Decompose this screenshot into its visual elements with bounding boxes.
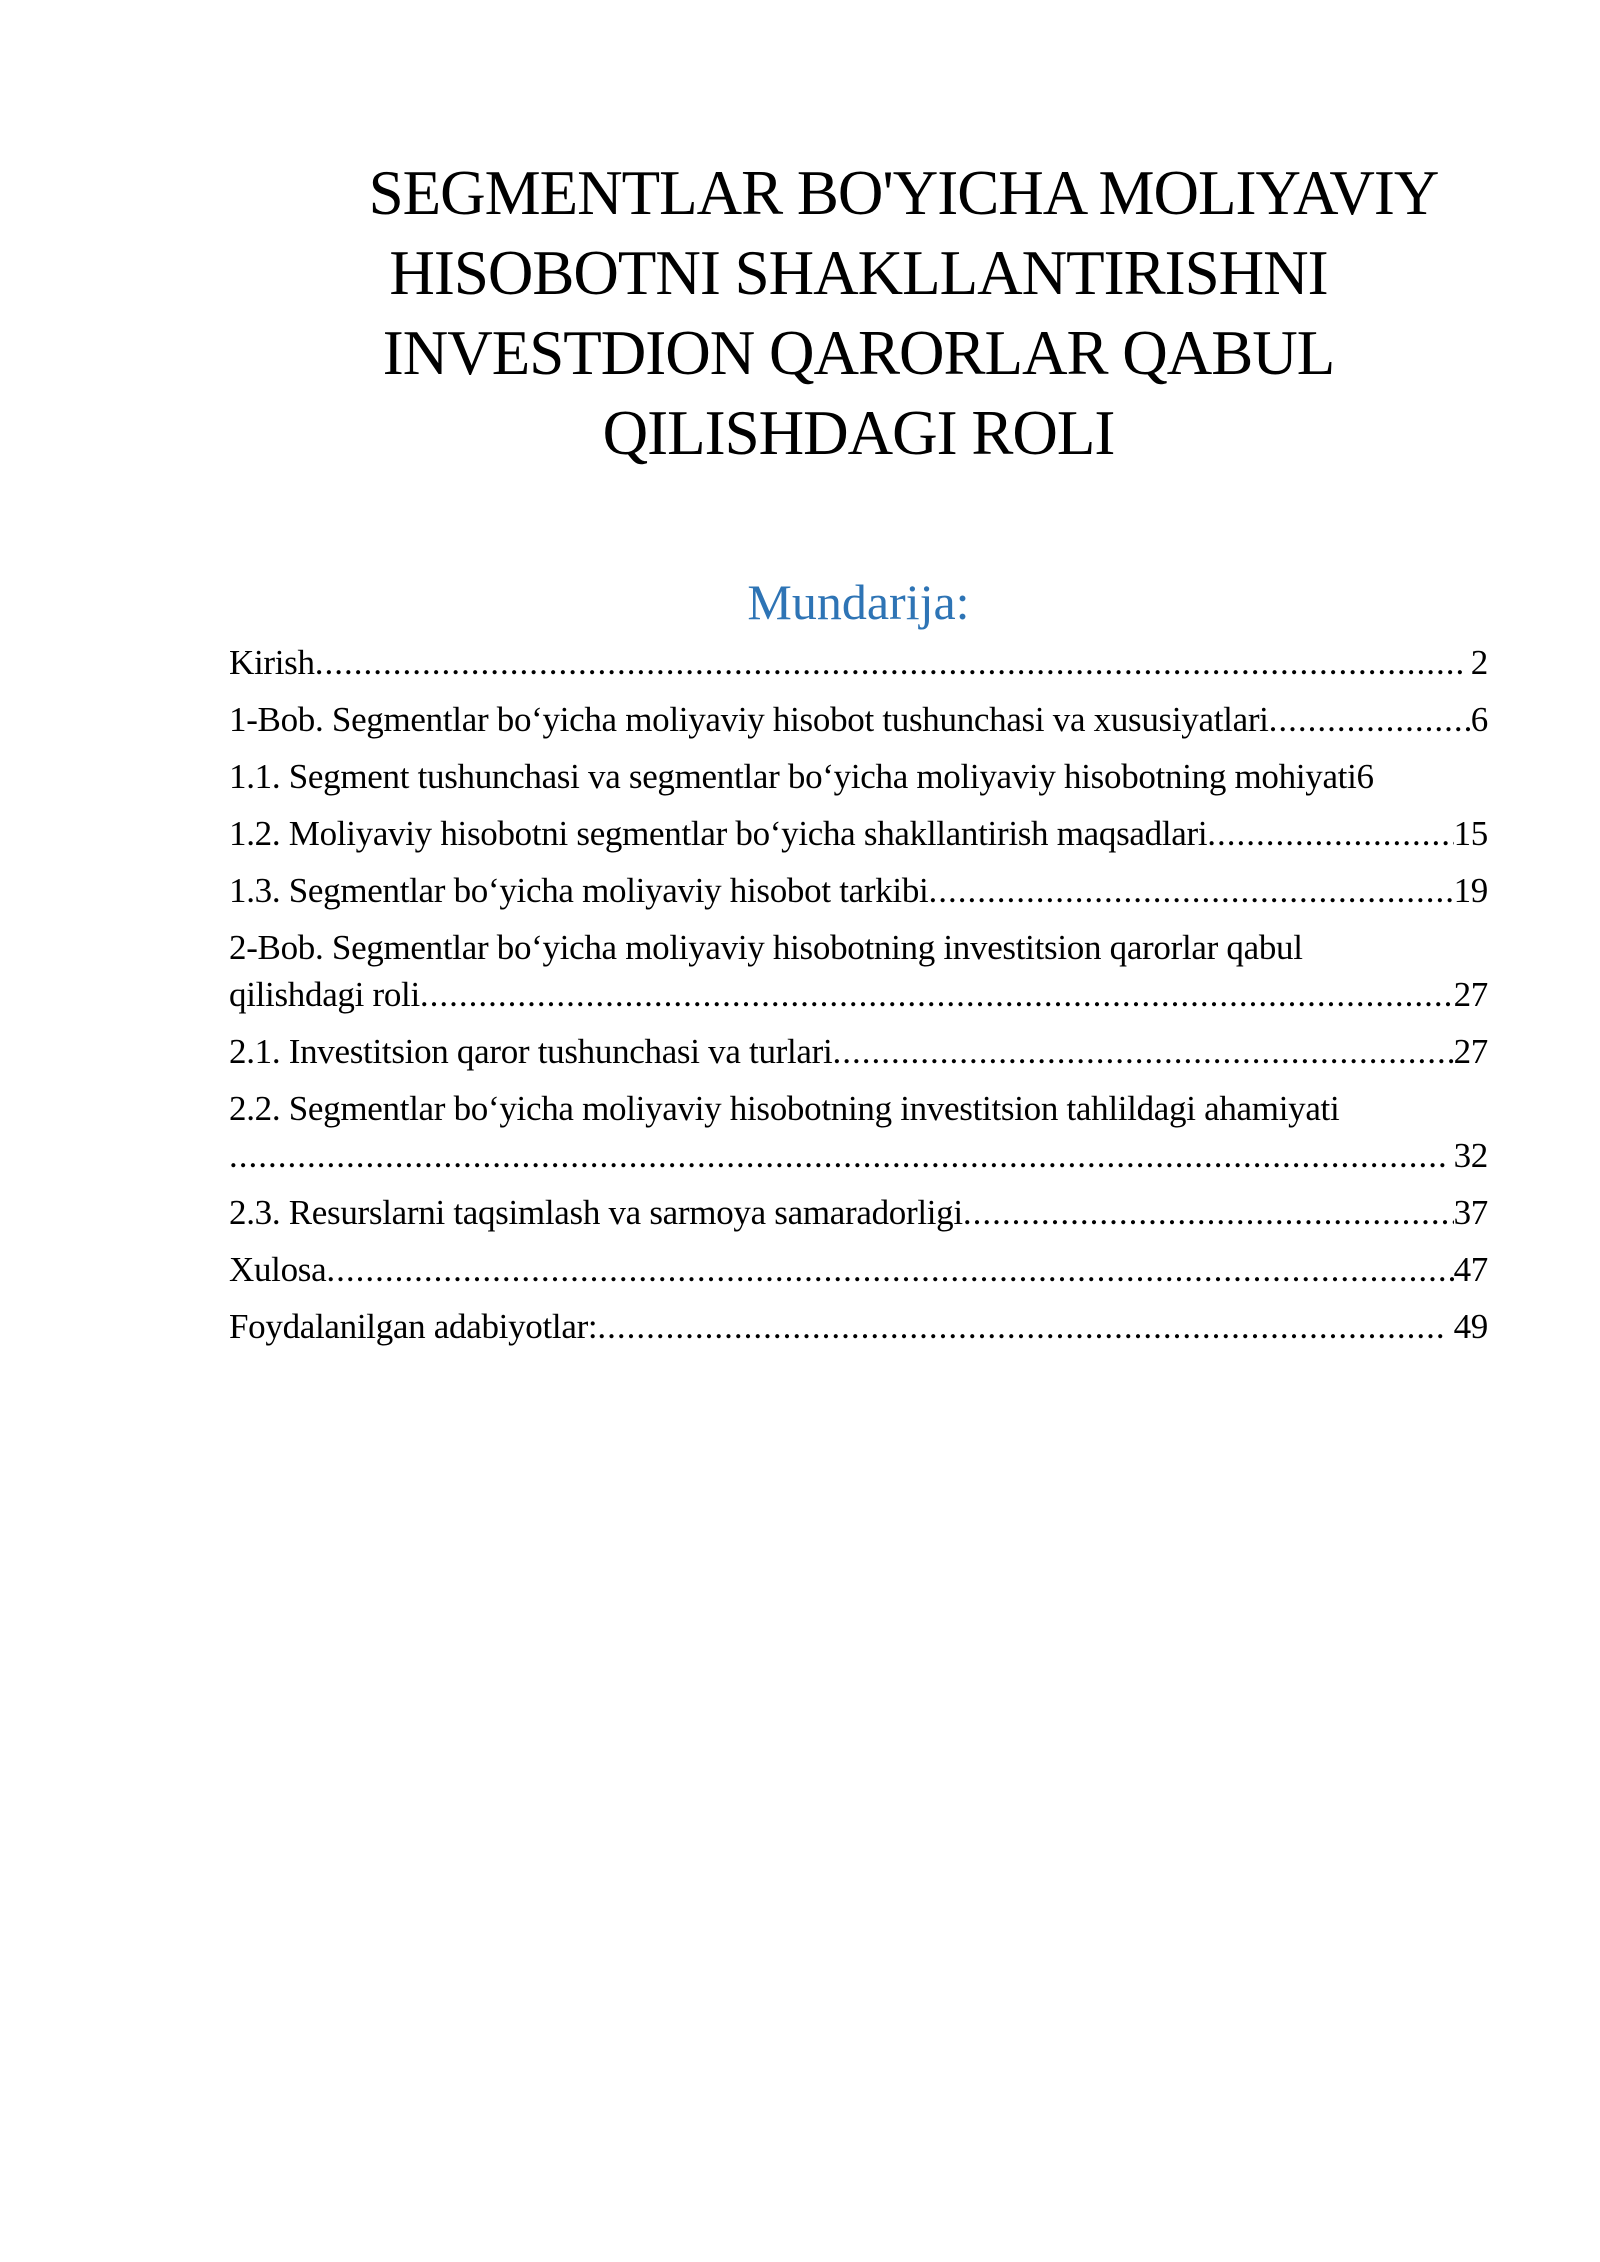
toc-dot-leader	[1207, 810, 1453, 857]
toc-page-number: 37	[1453, 1193, 1488, 1232]
toc-entry-label: qilishdagi roli	[229, 975, 420, 1014]
document-title	[229, 0, 1488, 473]
toc-entry-row	[229, 1303, 1488, 1350]
toc-entry-row	[229, 639, 1488, 686]
toc-entry-label: 1-Bob. Segmentlar boʻyicha moliyaviy hisobot tushunchasi va xususiyatlari	[229, 700, 1269, 739]
toc-page-number: 27	[1453, 1032, 1488, 1071]
document-title-line: QILISHDAGI ROLI	[602, 398, 1115, 468]
toc-entry[interactable]	[229, 696, 1488, 743]
toc-entry[interactable]	[229, 1028, 1488, 1075]
toc-dot-leader	[963, 1189, 1454, 1236]
document-title-line: INVESTDION QARORLAR QABUL	[382, 318, 1335, 388]
toc-entry-label: Foydalanilgan adabiyotlar:	[229, 1307, 598, 1346]
toc-entry-row	[229, 1246, 1488, 1293]
toc-entry[interactable]	[229, 639, 1488, 686]
toc-page-number: 6	[1470, 700, 1488, 739]
toc-entry-row	[229, 810, 1488, 857]
toc-page-number: 2	[1462, 643, 1488, 682]
toc-entry[interactable]	[229, 1246, 1488, 1293]
toc-entry-label: Kirish	[229, 643, 315, 682]
toc-entry[interactable]	[229, 1303, 1488, 1350]
toc-page-number: 27	[1453, 975, 1488, 1014]
toc-entry-row	[229, 1189, 1488, 1236]
toc-entry-label: 2.2. Segmentlar boʻyicha moliyaviy hisobotning investitsion tahlildagi ahamiyati	[229, 1089, 1340, 1128]
toc-dot-leader	[597, 1303, 1445, 1350]
toc-dot-leader	[1269, 696, 1471, 743]
toc-entry-row	[229, 971, 1488, 1018]
toc-entry-row	[229, 867, 1488, 914]
toc-page-number: 47	[1453, 1250, 1488, 1289]
toc-entry-row	[229, 696, 1488, 743]
toc-heading: Mundarija:	[747, 574, 970, 630]
toc-dot-leader	[928, 867, 1453, 914]
document-title-line: HISOBOTNI SHAKLLANTIRISHNI	[389, 238, 1328, 308]
toc-entry-row	[229, 1028, 1488, 1075]
toc-dot-leader	[832, 1028, 1453, 1075]
toc-list	[229, 639, 1488, 1350]
toc-entry[interactable]	[229, 924, 1488, 1018]
toc-page-number: 15	[1453, 814, 1488, 853]
toc-entry[interactable]	[229, 753, 1488, 800]
toc-page-number: 6	[1356, 757, 1374, 796]
toc-entry[interactable]	[229, 1085, 1488, 1179]
toc-entry-label: 2-Bob. Segmentlar boʻyicha moliyaviy hisobotning investitsion qarorlar qabul	[229, 928, 1303, 967]
toc-entry[interactable]	[229, 1189, 1488, 1236]
toc-entry[interactable]	[229, 867, 1488, 914]
toc-dot-leader	[315, 639, 1463, 686]
toc-dot-leader	[420, 971, 1454, 1018]
toc-page-number: 19	[1453, 871, 1488, 910]
toc-entry-label: Xulosa	[229, 1250, 327, 1289]
toc-entry-label: 1.3. Segmentlar boʻyicha moliyaviy hisobot tarkibi	[229, 871, 929, 910]
toc-entry-row	[229, 1132, 1488, 1179]
toc-entry-label: 2.1. Investitsion qaror tushunchasi va turlari	[229, 1032, 833, 1071]
toc-entry-label: 2.3. Resurslarni taqsimlash va sarmoya samaradorligi	[229, 1193, 963, 1232]
toc-entry-label: 1.1. Segment tushunchasi va segmentlar boʻyicha moliyaviy hisobotning mohiyati	[229, 757, 1357, 796]
document-title-line: SEGMENTLAR BO'YICHA MOLIYAVIY	[368, 158, 1439, 228]
toc-dot-leader	[229, 1132, 1445, 1179]
toc-page-number: 32	[1445, 1136, 1488, 1175]
toc-entry-label: 1.2. Moliyaviy hisobotni segmentlar boʻyicha shakllantirish maqsadlari	[229, 814, 1208, 853]
toc-entry[interactable]	[229, 810, 1488, 857]
toc-page-number: 49	[1445, 1307, 1488, 1346]
toc-dot-leader	[326, 1246, 1453, 1293]
